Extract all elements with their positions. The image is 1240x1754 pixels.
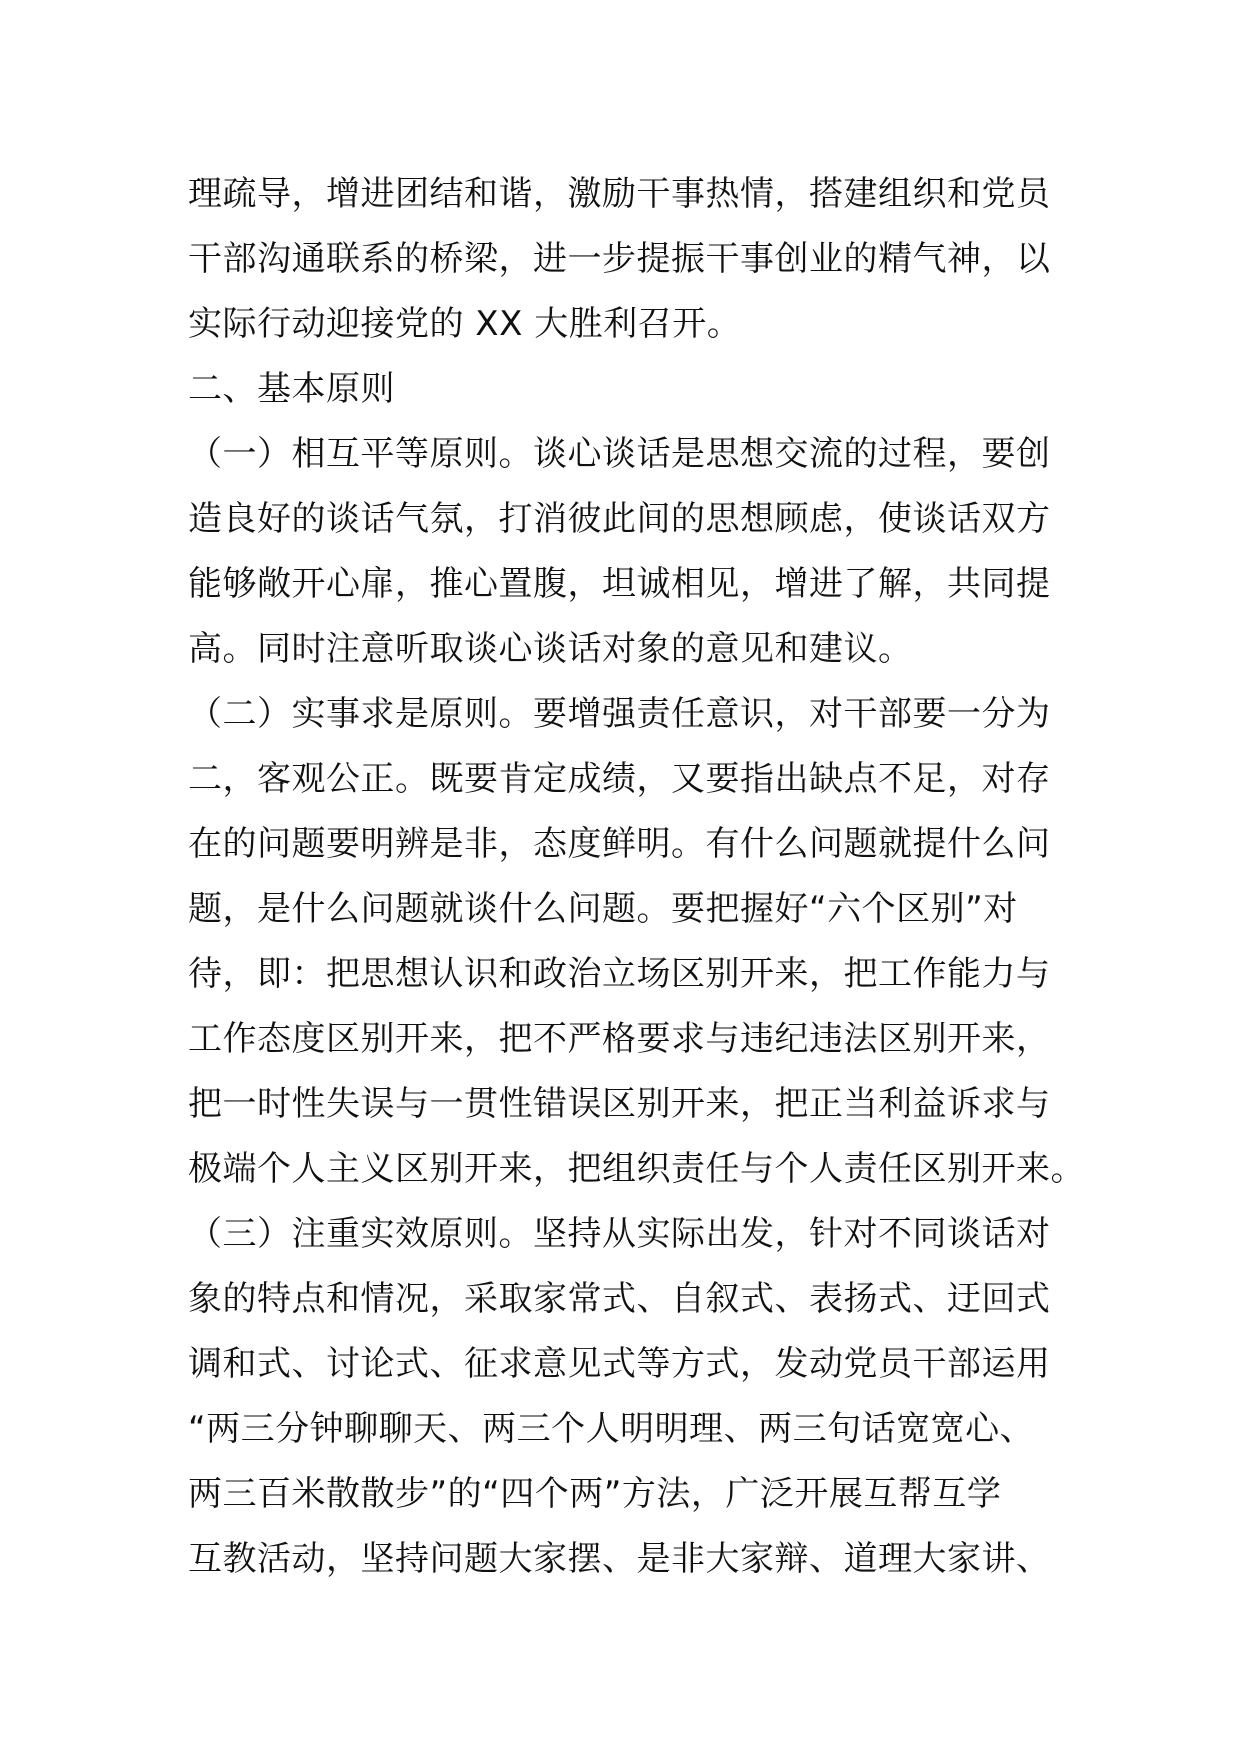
text-line: 在的问题要明辨是非，态度鲜明。有什么问题就提什么问 xyxy=(188,824,1051,864)
text-line: 理疏导，增进团结和谐，激励干事热情，搭建组织和党员 xyxy=(188,174,1051,214)
text-line: 干部沟通联系的桥梁，进一步提振干事创业的精气神，以 xyxy=(188,239,1051,279)
text-line: 造良好的谈话气氛，打消彼此间的思想顾虑，使谈话双方 xyxy=(188,499,1051,539)
text-line: （二）实事求是原则。要增强责任意识，对干部要一分为 xyxy=(188,694,1051,734)
text-line: 高。同时注意听取谈心谈话对象的意见和建议。 xyxy=(188,629,913,669)
text-line: 互教活动，坚持问题大家摆、是非大家辩、道理大家讲、 xyxy=(188,1539,1051,1579)
text-line: 工作态度区别开来，把不严格要求与违纪违法区别开来， xyxy=(188,1019,1051,1059)
section-heading: 二、基本原则 xyxy=(188,369,395,409)
text-line: （三）注重实效原则。坚持从实际出发，针对不同谈话对 xyxy=(188,1214,1051,1254)
text-line: 极端个人主义区别开来，把组织责任与个人责任区别开来。 xyxy=(188,1149,1085,1189)
body-text xyxy=(188,162,1085,1592)
text-line: 题，是什么问题就谈什么问题。要把握好“六个区别”对 xyxy=(188,889,1018,929)
text-line: 实际行动迎接党的 XX 大胜利召开。 xyxy=(188,304,742,344)
text-line: 二，客观公正。既要肯定成绩，又要指出缺点不足，对存 xyxy=(188,759,1051,799)
text-line: 把一时性失误与一贯性错误区别开来，把正当利益诉求与 xyxy=(188,1084,1051,1124)
text-line: “两三分钟聊聊天、两三个人明明理、两三句话宽宽心、 xyxy=(188,1409,1035,1449)
text-line: 能够敞开心扉，推心置腹，坦诚相见，增进了解，共同提 xyxy=(188,564,1051,604)
text-line: 调和式、讨论式、征求意见式等方式，发动党员干部运用 xyxy=(188,1344,1051,1384)
text-line: 两三百米散散步”的“四个两”方法，广泛开展互帮互学 xyxy=(188,1474,1002,1514)
text-line: 待，即：把思想认识和政治立场区别开来，把工作能力与 xyxy=(188,954,1051,994)
text-line: 象的特点和情况，采取家常式、自叙式、表扬式、迂回式 xyxy=(188,1279,1051,1319)
text-line: （一）相互平等原则。谈心谈话是思想交流的过程，要创 xyxy=(188,434,1051,474)
